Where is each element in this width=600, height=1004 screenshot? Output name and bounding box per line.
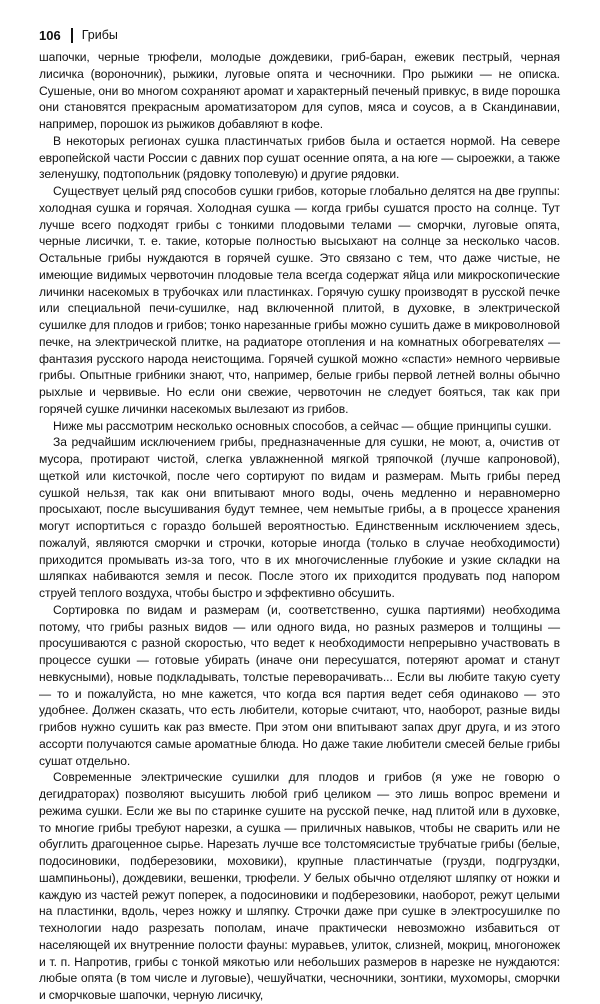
- paragraph: В некоторых регионах сушка пластинчатых грибов была и остается нормой. На севере европейской части России с давних пор сушат осенние опята, а на юге — сыроежки, а также зеленушку, подтопольник (рядовку тополевую) и другие рядовки.: [39, 133, 560, 182]
- paragraph: Существует целый ряд способов сушки грибов, которые глобально делятся на две группы: холодная сушка и горячая. Холодная сушка — когда грибы сушатся просто на солнце. Тут лучше всего подходят грибы с тонкими плодовыми телами — сморчки, луговые опята, черные лисички, т. е. такие, которые полностью высыхают на солнце за несколько часов. Остальные грибы нуждаются в горячей сушке. Это связано с тем, что даже чистые, не имеющие видимых червоточин плодовые тела всегда содержат яйца или микроскопические личинки насекомых в трубочках или пластинках. Горячую сушку производят в русской печке или специальной печи-сушилке, над включенной плитой, в духовке, в электрической сушилке для плодов и грибов; тонко нарезанные грибы можно сушить даже в микроволновой печке, на электрической плитке, на радиаторе отопления и на комнатных обогревателях — фантазия русского народа неистощима. Горячей сушкой можно «спасти» немного червивые грибы. Опытные грибники знают, что, например, белые грибы первой летней волны обычно рыхлые и червивые. Но если они свежие, червоточин не следует бояться, так как при горячей сушке личинки насекомых вылезают из грибов.: [39, 184, 560, 416]
- paragraph-continuation: шапочки, черные трюфели, молодые дождевики, гриб-баран, ежевик пестрый, черная лисичка (вороночник), рыжики, луговые опята и чесночники. Про рыжики — не описка. Сушеные, они во многом сохраняют аромат и характерный печеный привкус, в виде порошка они становятся прекрасным ароматизатором для супов, мяса и соусов, а в Скандинавии, например, порошок из рыжиков добавляют в кофе.: [39, 50, 560, 131]
- paragraph: За редчайшим исключением грибы, предназначенные для сушки, не моют, а, очистив от мусора, протирают чистой, слегка увлажненной мягкой тряпочкой (лучше капроновой), щеткой или кисточкой, после чего сортируют по видам и размерам. Мыть грибы перед сушкой нельзя, так как они впитывают много воды, очень медленно и неравномерно просыхают, после высушивания будут темнее, чем немытые грибы, а в процессе хранения могут испортиться с гораздо большей вероятностью. Единственным исключением здесь, пожалуй, являются сморчки и строчки, которые иногда (только в случае необходимости) приходится промывать из-за того, что в их многочисленные глубокие и узкие складки на шляпках набиваются земля и песок. После этого их приходится продувать под напором струей теплого воздуха, чтобы быстро и эффективно обсушить.: [39, 435, 560, 600]
- paragraph: Сортировка по видам и размерам (и, соответственно, сушка партиями) необходима потому, что грибы разных видов — или одного вида, но разных размеров и толщины — просушиваются с разной скоростью, что ведет к необходимости непрерывно участвовать в процессе сушки — готовые убирать (иначе они пересушатся, потеряют аромат и станут невкусными), новые подкладывать, толстые переворачивать... Если вы любите такую суету — то и пожалуйста, но мне кажется, что когда вся партия ведет себя одинаково — это удобнее. Должен сказать, что есть любители, которые считают, что, наоборот, разные виды грибов нужно сушить как раз вместе. При этом они впитывают запах друг друга, и из этого ассорти получаются самые ароматные блюда. Но даже такие любители смесей белые грибы сушат отдельно.: [39, 602, 560, 768]
- running-title: Грибы: [81, 28, 118, 42]
- body-text: [39, 49, 560, 1004]
- page-header: [39, 25, 560, 45]
- page-number: 106: [39, 27, 61, 43]
- header-divider: [71, 28, 73, 43]
- paragraph: Современные электрические сушилки для плодов и грибов (я уже не говорю о дегидраторах) позволяют высушить любой гриб целиком — это лишь вопрос времени и режима сушки. Если же вы по старинке сушите на русской печке, над плитой или в духовке, то многие грибы требуют нарезки, а сушка — приличных навыков, чтобы не сварить или не обуглить драгоценное сырье. Нарезать лучше все толстомясистые трубчатые грибы (белые, подосиновики, подберезовики, моховики), крупные пластинчатые (грузди, подгруздки, шампиньоны), дождевики, вешенки, трюфели. У белых обычно отделяют шляпку от ножки и каждую из частей режут поперек, а подосиновики и подберезовики, наоборот, режут целыми на пластинки, вдоль, через ножку и шляпку. Строчки даже при сушке в электросушилке по технологии надо разрезать пополам, иначе практически невозможно избавиться от населяющей их внутренние полости фауны: муравьев, улиток, слизней, мокриц, многоножек и т. п. Напротив, грибы с тонкой мякотью или небольших размеров в нарезке не нуждаются: любые опята (в том числе и луговые), чешуйчатки, чесночники, зонтики, мухоморы, сморчки и сморчковые шапочки, черную лисичку,: [39, 770, 560, 1002]
- paragraph: Ниже мы рассмотрим несколько основных способов, а сейчас — общие принципы сушки.: [53, 418, 552, 433]
